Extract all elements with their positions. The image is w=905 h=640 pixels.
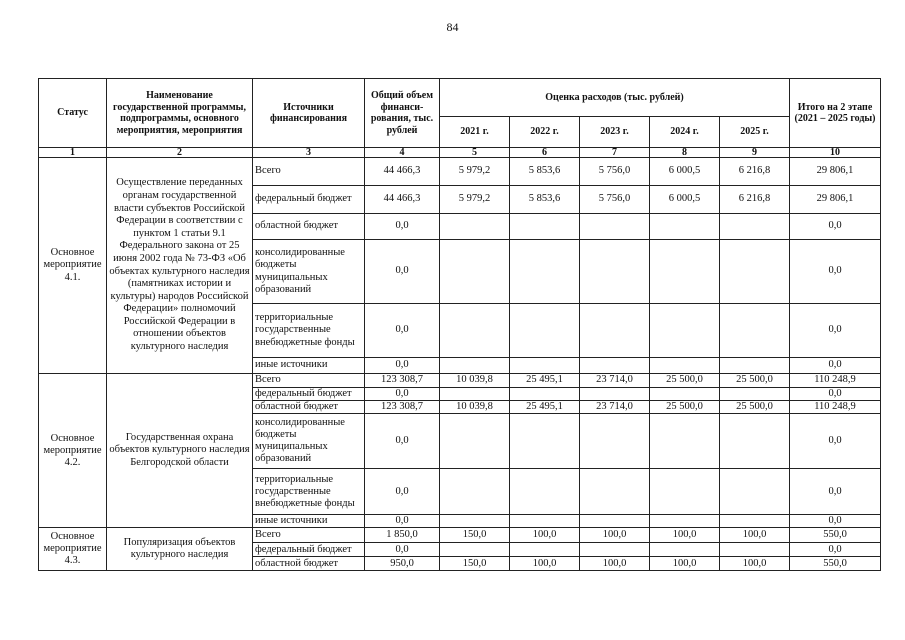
year-value-cell: 25 500,0 [650, 401, 720, 414]
year-value-cell: 6 216,8 [720, 158, 790, 186]
total-cell: 0,0 [365, 214, 440, 240]
year-value-cell: 100,0 [650, 528, 720, 543]
stage-total-cell: 0,0 [790, 358, 881, 374]
year-value-cell: 23 714,0 [580, 374, 650, 388]
funding-source-cell: Всего [253, 528, 365, 543]
year-value-cell [720, 414, 790, 469]
table-row [39, 158, 881, 186]
year-value-cell [720, 515, 790, 528]
total-cell: 0,0 [365, 414, 440, 469]
header-name: Наименование государственной программы, подпрограммы, основного мероприятия, мероприятия [107, 79, 253, 148]
table-row [39, 528, 881, 543]
year-value-cell: 6 000,5 [650, 186, 720, 214]
stage-total-cell: 29 806,1 [790, 186, 881, 214]
column-number: 7 [580, 148, 650, 158]
funding-source-cell: областной бюджет [253, 214, 365, 240]
header-year: 2025 г. [720, 117, 790, 148]
year-value-cell [650, 543, 720, 557]
year-value-cell [510, 240, 580, 304]
total-cell: 0,0 [365, 240, 440, 304]
total-cell: 123 308,7 [365, 401, 440, 414]
year-value-cell: 150,0 [440, 528, 510, 543]
stage-total-cell: 0,0 [790, 304, 881, 358]
year-value-cell: 100,0 [580, 528, 650, 543]
status-cell: Основное мероприятие 4.3. [39, 528, 107, 571]
total-cell: 44 466,3 [365, 158, 440, 186]
year-value-cell [440, 358, 510, 374]
total-cell: 123 308,7 [365, 374, 440, 388]
year-value-cell [510, 358, 580, 374]
column-number: 1 [39, 148, 107, 158]
year-value-cell: 5 756,0 [580, 158, 650, 186]
table-header [39, 79, 881, 158]
header-total: Общий объем финанси-рования, тыс. рублей [365, 79, 440, 148]
year-value-cell: 5 756,0 [580, 186, 650, 214]
year-value-cell [650, 515, 720, 528]
header-status: Статус [39, 79, 107, 148]
status-cell: Основное мероприятие 4.1. [39, 158, 107, 374]
header-stage-total: Итого на 2 этапе (2021 – 2025 годы) [790, 79, 881, 148]
status-cell: Основное мероприятие 4.2. [39, 374, 107, 528]
year-value-cell: 100,0 [580, 557, 650, 571]
year-value-cell: 150,0 [440, 557, 510, 571]
year-value-cell [440, 388, 510, 401]
year-value-cell [510, 469, 580, 515]
total-cell: 950,0 [365, 557, 440, 571]
stage-total-cell: 0,0 [790, 543, 881, 557]
column-number: 4 [365, 148, 440, 158]
year-value-cell [440, 214, 510, 240]
year-value-cell: 5 853,6 [510, 158, 580, 186]
stage-total-cell: 110 248,9 [790, 374, 881, 388]
year-value-cell [720, 304, 790, 358]
year-value-cell: 25 495,1 [510, 374, 580, 388]
year-value-cell [720, 388, 790, 401]
total-cell: 0,0 [365, 358, 440, 374]
column-number: 10 [790, 148, 881, 158]
table-body [39, 158, 881, 571]
funding-source-cell: областной бюджет [253, 557, 365, 571]
year-value-cell: 10 039,8 [440, 401, 510, 414]
year-value-cell: 23 714,0 [580, 401, 650, 414]
year-value-cell [650, 304, 720, 358]
year-value-cell [510, 388, 580, 401]
stage-total-cell: 0,0 [790, 240, 881, 304]
stage-total-cell: 29 806,1 [790, 158, 881, 186]
year-value-cell [580, 515, 650, 528]
year-value-cell [580, 214, 650, 240]
header-year: 2022 г. [510, 117, 580, 148]
header-year: 2021 г. [440, 117, 510, 148]
page-number: 84 [446, 20, 459, 34]
year-value-cell [720, 214, 790, 240]
total-cell: 0,0 [365, 388, 440, 401]
header-year: 2024 г. [650, 117, 720, 148]
total-cell: 0,0 [365, 304, 440, 358]
year-value-cell [650, 214, 720, 240]
funding-source-cell: территориальные государственные внебюджетные фонды [253, 304, 365, 358]
year-value-cell [580, 304, 650, 358]
column-number: 5 [440, 148, 510, 158]
total-cell: 0,0 [365, 469, 440, 515]
total-cell: 44 466,3 [365, 186, 440, 214]
year-value-cell [720, 358, 790, 374]
funding-source-cell: иные источники [253, 515, 365, 528]
total-cell: 0,0 [365, 543, 440, 557]
year-value-cell: 25 495,1 [510, 401, 580, 414]
year-value-cell [510, 214, 580, 240]
year-value-cell [440, 469, 510, 515]
year-value-cell [510, 414, 580, 469]
year-value-cell: 100,0 [510, 557, 580, 571]
year-value-cell [650, 358, 720, 374]
year-value-cell [440, 240, 510, 304]
year-value-cell [440, 304, 510, 358]
year-value-cell [510, 304, 580, 358]
year-value-cell [580, 388, 650, 401]
year-value-cell: 5 853,6 [510, 186, 580, 214]
activity-name-cell: Популяризация объектов культурного наследия [107, 528, 253, 571]
column-number: 3 [253, 148, 365, 158]
stage-total-cell: 0,0 [790, 414, 881, 469]
header-year: 2023 г. [580, 117, 650, 148]
funding-source-cell: Всего [253, 374, 365, 388]
funding-source-cell: федеральный бюджет [253, 543, 365, 557]
year-value-cell: 100,0 [510, 528, 580, 543]
funding-source-cell: консолидированные бюджеты муниципальных образований [253, 240, 365, 304]
year-value-cell [650, 414, 720, 469]
stage-total-cell: 550,0 [790, 528, 881, 543]
column-number: 6 [510, 148, 580, 158]
column-number: 2 [107, 148, 253, 158]
year-value-cell [650, 388, 720, 401]
year-value-cell: 100,0 [720, 557, 790, 571]
column-number: 9 [720, 148, 790, 158]
year-value-cell [720, 469, 790, 515]
financing-table [38, 78, 881, 571]
total-cell: 0,0 [365, 515, 440, 528]
year-value-cell: 100,0 [650, 557, 720, 571]
activity-name-cell: Осуществление переданных органам государственной власти субъектов Российской Федерации в соответствии с пунктом 1 статьи 9.1 Федерального закона от 25 июня 2002 года № 73-ФЗ «Об объектах культурного наследия (памятниках истории и культуры) народов Российской Федерации» полномочий Российской Федерации в отношении объектов культурного наследия [107, 158, 253, 374]
stage-total-cell: 0,0 [790, 469, 881, 515]
column-number-row [39, 148, 881, 158]
funding-source-cell: Всего [253, 158, 365, 186]
year-value-cell: 25 500,0 [720, 401, 790, 414]
year-value-cell [580, 358, 650, 374]
funding-source-cell: федеральный бюджет [253, 388, 365, 401]
year-value-cell: 5 979,2 [440, 186, 510, 214]
funding-source-cell: территориальные государственные внебюджетные фонды [253, 469, 365, 515]
header-estimate: Оценка расходов (тыс. рублей) [440, 79, 790, 117]
table-row [39, 374, 881, 388]
year-value-cell [720, 240, 790, 304]
year-value-cell [440, 543, 510, 557]
activity-name-cell: Государственная охрана объектов культурного наследия Белгородской области [107, 374, 253, 528]
year-value-cell [580, 414, 650, 469]
year-value-cell: 5 979,2 [440, 158, 510, 186]
year-value-cell [580, 469, 650, 515]
year-value-cell [440, 515, 510, 528]
stage-total-cell: 0,0 [790, 214, 881, 240]
year-value-cell: 25 500,0 [650, 374, 720, 388]
stage-total-cell: 550,0 [790, 557, 881, 571]
year-value-cell: 100,0 [720, 528, 790, 543]
stage-total-cell: 0,0 [790, 515, 881, 528]
column-number: 8 [650, 148, 720, 158]
year-value-cell [650, 469, 720, 515]
year-value-cell [720, 543, 790, 557]
stage-total-cell: 110 248,9 [790, 401, 881, 414]
year-value-cell: 25 500,0 [720, 374, 790, 388]
year-value-cell: 6 216,8 [720, 186, 790, 214]
year-value-cell [510, 515, 580, 528]
funding-source-cell: иные источники [253, 358, 365, 374]
funding-source-cell: консолидированные бюджеты муниципальных образований [253, 414, 365, 469]
year-value-cell [580, 240, 650, 304]
year-value-cell [650, 240, 720, 304]
year-value-cell [440, 414, 510, 469]
stage-total-cell: 0,0 [790, 388, 881, 401]
year-value-cell [510, 543, 580, 557]
header-sources: Источники финансирования [253, 79, 365, 148]
funding-source-cell: федеральный бюджет [253, 186, 365, 214]
total-cell: 1 850,0 [365, 528, 440, 543]
year-value-cell: 10 039,8 [440, 374, 510, 388]
year-value-cell: 6 000,5 [650, 158, 720, 186]
funding-source-cell: областной бюджет [253, 401, 365, 414]
year-value-cell [580, 543, 650, 557]
